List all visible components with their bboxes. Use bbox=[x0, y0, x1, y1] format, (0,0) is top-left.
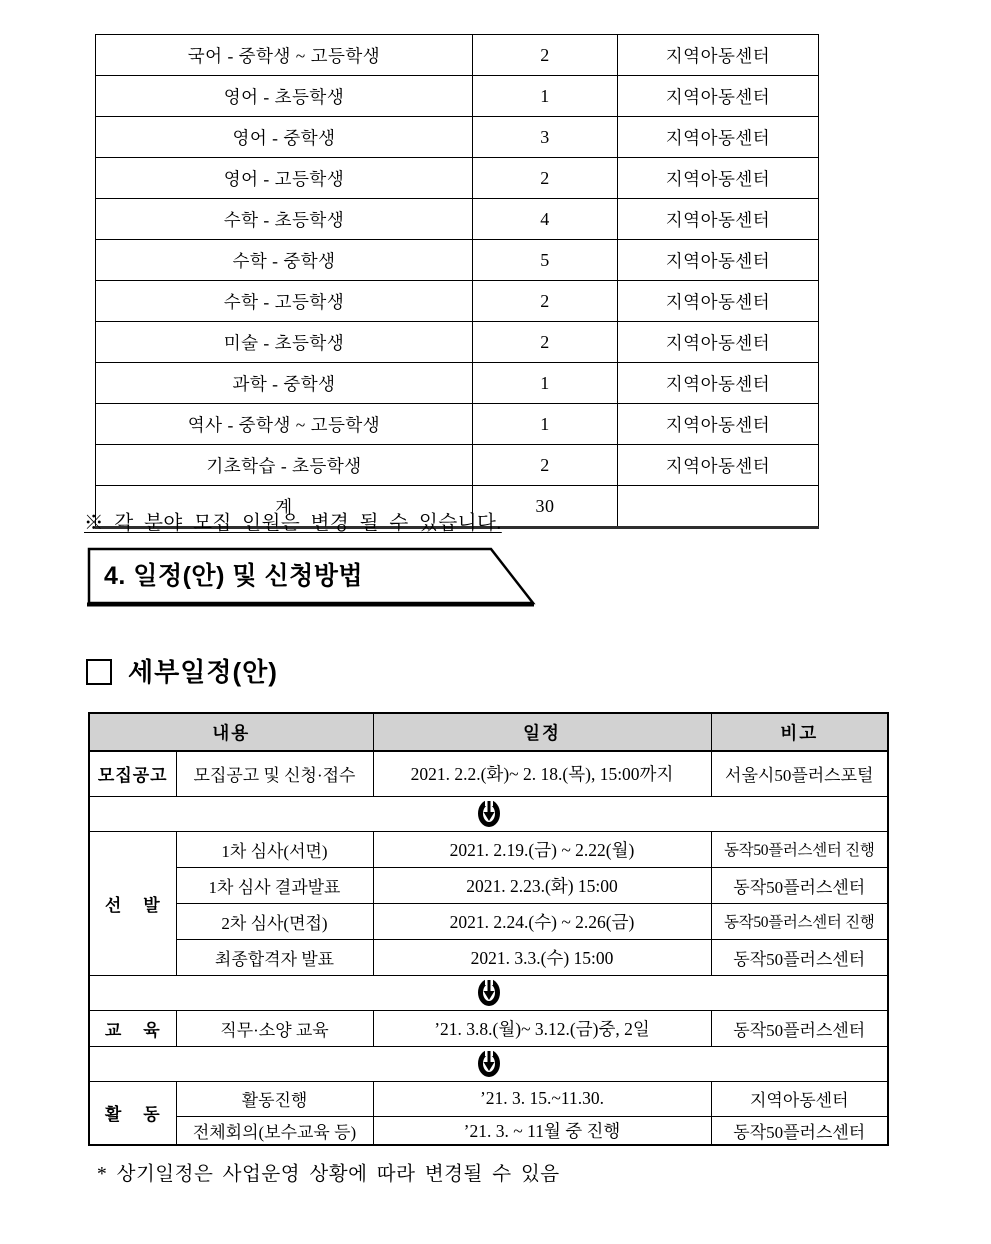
plan-cell: ’21. 3. ~ 11월 중 진행 bbox=[373, 1116, 711, 1145]
note-cell: 지역아동센터 bbox=[711, 1081, 888, 1116]
announce-row bbox=[89, 751, 888, 796]
group-cell: 모집공고 bbox=[89, 751, 176, 796]
count-cell: 1 bbox=[473, 363, 618, 404]
plan-cell: 2021. 2.23.(화) 15:00 bbox=[373, 867, 711, 903]
field-cell: 영어 - 중학생 bbox=[96, 117, 473, 158]
plan-cell: ’21. 3.8.(월)~ 3.12.(금)중, 2일 bbox=[373, 1010, 711, 1046]
plan-cell: 2021. 2.24.(수) ~ 2.26(금) bbox=[373, 903, 711, 939]
education-row bbox=[89, 1010, 888, 1046]
down-arrow-icon bbox=[478, 1050, 500, 1077]
field-cell: 미술 - 초등학생 bbox=[96, 322, 473, 363]
schedule-table bbox=[88, 712, 889, 1146]
header-content: 내용 bbox=[89, 713, 373, 751]
checkbox-icon bbox=[86, 659, 112, 685]
table-row bbox=[96, 404, 819, 445]
plan-cell: 2021. 2.2.(화)~ 2. 18.(목), 15:00까지 bbox=[373, 751, 711, 796]
subsection-title: 세부일정(안) bbox=[128, 657, 278, 687]
count-cell: 2 bbox=[473, 158, 618, 199]
count-cell: 2 bbox=[473, 281, 618, 322]
place-cell: 지역아동센터 bbox=[618, 322, 819, 363]
table-row bbox=[96, 240, 819, 281]
header-row bbox=[89, 713, 888, 751]
activity-row bbox=[89, 1116, 888, 1145]
place-cell: 지역아동센터 bbox=[618, 76, 819, 117]
count-cell: 30 bbox=[473, 486, 618, 528]
select-row bbox=[89, 867, 888, 903]
group-cell: 교 육 bbox=[89, 1010, 176, 1046]
place-cell: 지역아동센터 bbox=[618, 35, 819, 76]
content-cell: 직무·소양 교육 bbox=[176, 1010, 373, 1046]
field-cell: 수학 - 고등학생 bbox=[96, 281, 473, 322]
place-cell: 지역아동센터 bbox=[618, 117, 819, 158]
count-cell: 1 bbox=[473, 404, 618, 445]
table-row bbox=[96, 76, 819, 117]
field-cell: 과학 - 중학생 bbox=[96, 363, 473, 404]
count-cell: 3 bbox=[473, 117, 618, 158]
down-arrow-icon bbox=[478, 800, 500, 827]
note-cell: 동작50플러스센터 bbox=[711, 867, 888, 903]
place-cell: 지역아동센터 bbox=[618, 445, 819, 486]
flow-arrow-row bbox=[89, 975, 888, 1010]
table-row bbox=[96, 35, 819, 76]
field-cell: 계 bbox=[96, 486, 473, 528]
note-cell: 동작50플러스센터 진행 bbox=[711, 831, 888, 867]
note-cell: 동작50플러스센터 bbox=[711, 1116, 888, 1145]
content-cell: 1차 심사 결과발표 bbox=[176, 867, 373, 903]
count-cell: 2 bbox=[473, 35, 618, 76]
place-cell bbox=[618, 486, 819, 528]
header-note: 비고 bbox=[711, 713, 888, 751]
recruit-table-section bbox=[95, 34, 818, 529]
note-cell: 동작50플러스센터 bbox=[711, 939, 888, 975]
field-cell: 국어 - 중학생 ~ 고등학생 bbox=[96, 35, 473, 76]
group-cell: 선 발 bbox=[89, 831, 176, 975]
content-cell: 1차 심사(서면) bbox=[176, 831, 373, 867]
table-row bbox=[96, 363, 819, 404]
count-cell: 2 bbox=[473, 445, 618, 486]
content-cell: 활동진행 bbox=[176, 1081, 373, 1116]
content-cell: 전체회의(보수교육 등) bbox=[176, 1116, 373, 1145]
place-cell: 지역아동센터 bbox=[618, 281, 819, 322]
flow-arrow-row bbox=[89, 796, 888, 831]
place-cell: 지역아동센터 bbox=[618, 363, 819, 404]
field-cell: 영어 - 초등학생 bbox=[96, 76, 473, 117]
field-cell: 영어 - 고등학생 bbox=[96, 158, 473, 199]
section-banner bbox=[87, 547, 537, 609]
recruit-change-note: ※ 각 분야 모집 인원은 변경 될 수 있습니다. bbox=[84, 513, 502, 534]
note-cell: 서울시50플러스포털 bbox=[711, 751, 888, 796]
schedule-change-note: * 상기일정은 사업운영 상황에 따라 변경될 수 있음 bbox=[97, 1164, 560, 1185]
field-cell: 수학 - 중학생 bbox=[96, 240, 473, 281]
select-row bbox=[89, 831, 888, 867]
place-cell: 지역아동센터 bbox=[618, 199, 819, 240]
select-row bbox=[89, 903, 888, 939]
place-cell: 지역아동센터 bbox=[618, 404, 819, 445]
table-row bbox=[96, 445, 819, 486]
content-cell: 최종합격자 발표 bbox=[176, 939, 373, 975]
subsection-heading bbox=[86, 652, 278, 689]
group-cell: 활 동 bbox=[89, 1081, 176, 1145]
table-row bbox=[96, 199, 819, 240]
plan-cell: 2021. 2.19.(금) ~ 2.22(월) bbox=[373, 831, 711, 867]
content-cell: 모집공고 및 신청·접수 bbox=[176, 751, 373, 796]
table-row bbox=[96, 117, 819, 158]
section-title: 4. 일정(안) 및 신청방법 bbox=[104, 562, 364, 590]
activity-row bbox=[89, 1081, 888, 1116]
flow-arrow-row bbox=[89, 1046, 888, 1081]
header-plan: 일정 bbox=[373, 713, 711, 751]
schedule-table-section bbox=[88, 712, 887, 1146]
plan-cell: 2021. 3.3.(수) 15:00 bbox=[373, 939, 711, 975]
field-cell: 기초학습 - 초등학생 bbox=[96, 445, 473, 486]
recruit-table bbox=[95, 34, 819, 529]
count-cell: 4 bbox=[473, 199, 618, 240]
plan-cell: ’21. 3. 15.~11.30. bbox=[373, 1081, 711, 1116]
table-row bbox=[96, 322, 819, 363]
count-cell: 1 bbox=[473, 76, 618, 117]
count-cell: 2 bbox=[473, 322, 618, 363]
content-cell: 2차 심사(면접) bbox=[176, 903, 373, 939]
note-cell: 동작50플러스센터 bbox=[711, 1010, 888, 1046]
field-cell: 역사 - 중학생 ~ 고등학생 bbox=[96, 404, 473, 445]
place-cell: 지역아동센터 bbox=[618, 158, 819, 199]
down-arrow-icon bbox=[478, 979, 500, 1006]
table-row bbox=[96, 158, 819, 199]
count-cell: 5 bbox=[473, 240, 618, 281]
select-row bbox=[89, 939, 888, 975]
place-cell: 지역아동센터 bbox=[618, 240, 819, 281]
note-cell: 동작50플러스센터 진행 bbox=[711, 903, 888, 939]
table-row bbox=[96, 281, 819, 322]
field-cell: 수학 - 초등학생 bbox=[96, 199, 473, 240]
